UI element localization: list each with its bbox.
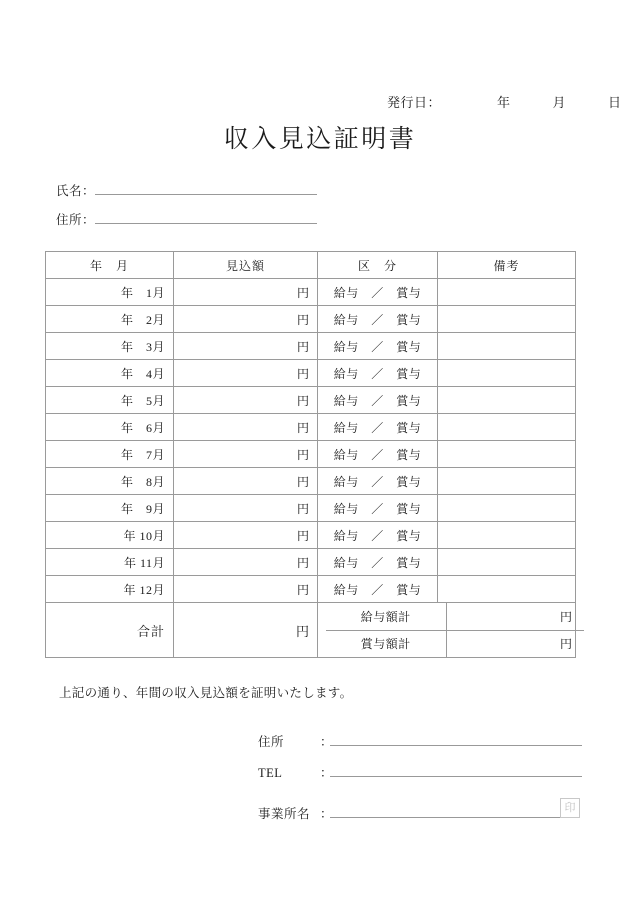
cell-amount[interactable]: 円	[174, 414, 318, 441]
table-row	[46, 387, 576, 414]
column-header-period: 年 月	[46, 252, 174, 279]
cell-amount[interactable]: 円	[174, 306, 318, 333]
issuer-office-label: 事業所名	[258, 807, 311, 821]
issue-date-day-unit: 日	[608, 95, 622, 110]
issuer-tel-label: TEL	[258, 766, 283, 780]
cell-amount[interactable]: 円	[174, 279, 318, 306]
total-amount[interactable]: 円	[174, 603, 318, 658]
total-breakdown-container	[318, 603, 576, 658]
applicant-address-label: 住所：	[56, 213, 96, 227]
cell-note[interactable]	[438, 387, 576, 414]
cell-note[interactable]	[438, 306, 576, 333]
cell-category[interactable]: 給与 ／ 賞与	[318, 522, 438, 549]
cell-category[interactable]: 給与 ／ 賞与	[318, 441, 438, 468]
table-total-row	[46, 603, 576, 658]
page-title: 収入見込証明書	[223, 126, 417, 153]
cell-period: 年 8月	[46, 468, 174, 495]
salary-total-label: 給与額計	[326, 603, 446, 630]
cell-amount[interactable]: 円	[174, 522, 318, 549]
cell-period: 年 2月	[46, 306, 174, 333]
cell-note[interactable]	[438, 468, 576, 495]
issuer-address-field	[258, 732, 582, 750]
salary-total-amount[interactable]: 円	[446, 603, 584, 630]
table-row	[46, 306, 576, 333]
salary-total-row	[326, 603, 584, 630]
total-breakdown-table	[326, 603, 584, 657]
cell-amount[interactable]: 円	[174, 333, 318, 360]
cell-category[interactable]: 給与 ／ 賞与	[318, 360, 438, 387]
cell-period: 年 12月	[46, 576, 174, 603]
cell-note[interactable]	[438, 549, 576, 576]
table-row	[46, 576, 576, 603]
applicant-address-field	[56, 210, 317, 228]
cell-amount[interactable]: 円	[174, 549, 318, 576]
table-row	[46, 549, 576, 576]
issuer-tel-colon: ：	[320, 766, 333, 780]
cell-note[interactable]	[438, 279, 576, 306]
bonus-total-row	[326, 630, 584, 657]
cell-category[interactable]: 給与 ／ 賞与	[318, 306, 438, 333]
issuer-address-label: 住所	[258, 735, 285, 749]
column-header-note: 備考	[438, 252, 576, 279]
cell-category[interactable]: 給与 ／ 賞与	[318, 495, 438, 522]
cell-category[interactable]: 給与 ／ 賞与	[318, 468, 438, 495]
cell-period: 年 5月	[46, 387, 174, 414]
issuer-address-colon: ：	[320, 735, 333, 749]
column-header-amount: 見込額	[174, 252, 318, 279]
cell-period: 年 7月	[46, 441, 174, 468]
applicant-name-input[interactable]	[95, 181, 317, 195]
cell-period: 年 1月	[46, 279, 174, 306]
table-row	[46, 279, 576, 306]
cell-period: 年 3月	[46, 333, 174, 360]
cell-period: 年 9月	[46, 495, 174, 522]
issuer-tel-field	[258, 763, 582, 781]
cell-category[interactable]: 給与 ／ 賞与	[318, 333, 438, 360]
cell-note[interactable]	[438, 414, 576, 441]
table-row	[46, 414, 576, 441]
applicant-name-label: 氏名：	[56, 184, 96, 198]
cell-category[interactable]: 給与 ／ 賞与	[318, 414, 438, 441]
cell-note[interactable]	[438, 495, 576, 522]
table-row	[46, 360, 576, 387]
total-label: 合計	[46, 603, 174, 658]
cell-amount[interactable]: 円	[174, 441, 318, 468]
issuer-address-input[interactable]	[330, 732, 582, 746]
issue-date-year-unit: 年	[497, 95, 511, 110]
issue-date-month-unit: 月	[552, 95, 567, 110]
cell-period: 年 6月	[46, 414, 174, 441]
cell-amount[interactable]: 円	[174, 495, 318, 522]
cell-amount[interactable]: 円	[174, 468, 318, 495]
table-row	[46, 333, 576, 360]
applicant-address-input[interactable]	[95, 210, 317, 224]
income-table-body	[46, 279, 576, 658]
cell-note[interactable]	[438, 441, 576, 468]
issuer-office-field	[258, 804, 562, 822]
cell-period: 年 10月	[46, 522, 174, 549]
bonus-total-amount[interactable]: 円	[446, 630, 584, 657]
table-header-row	[46, 252, 576, 279]
bonus-total-label: 賞与額計	[326, 630, 446, 657]
table-row	[46, 495, 576, 522]
cell-category[interactable]: 給与 ／ 賞与	[318, 279, 438, 306]
cell-category[interactable]: 給与 ／ 賞与	[318, 387, 438, 414]
cell-category[interactable]: 給与 ／ 賞与	[318, 576, 438, 603]
cell-amount[interactable]: 円	[174, 576, 318, 603]
cell-period: 年 11月	[46, 549, 174, 576]
cell-note[interactable]	[438, 333, 576, 360]
cell-amount[interactable]: 円	[174, 360, 318, 387]
income-table-container	[45, 251, 575, 658]
cell-note[interactable]	[438, 522, 576, 549]
issue-date-label: 発行日：	[387, 95, 442, 110]
issuer-office-colon: ：	[320, 807, 333, 821]
issuer-office-input[interactable]	[330, 804, 562, 818]
income-table	[45, 251, 576, 658]
cell-period: 年 4月	[46, 360, 174, 387]
table-row	[46, 522, 576, 549]
certification-statement: 上記の通り、年間の収入見込額を証明いたします。	[59, 686, 353, 700]
cell-note[interactable]	[438, 360, 576, 387]
table-row	[46, 468, 576, 495]
cell-amount[interactable]: 円	[174, 387, 318, 414]
issuer-tel-input[interactable]	[330, 763, 582, 777]
cell-note[interactable]	[438, 576, 576, 603]
seal-icon: 印	[560, 798, 580, 818]
cell-category[interactable]: 給与 ／ 賞与	[318, 549, 438, 576]
applicant-name-field	[56, 181, 317, 199]
table-row	[46, 441, 576, 468]
column-header-category: 区 分	[318, 252, 438, 279]
